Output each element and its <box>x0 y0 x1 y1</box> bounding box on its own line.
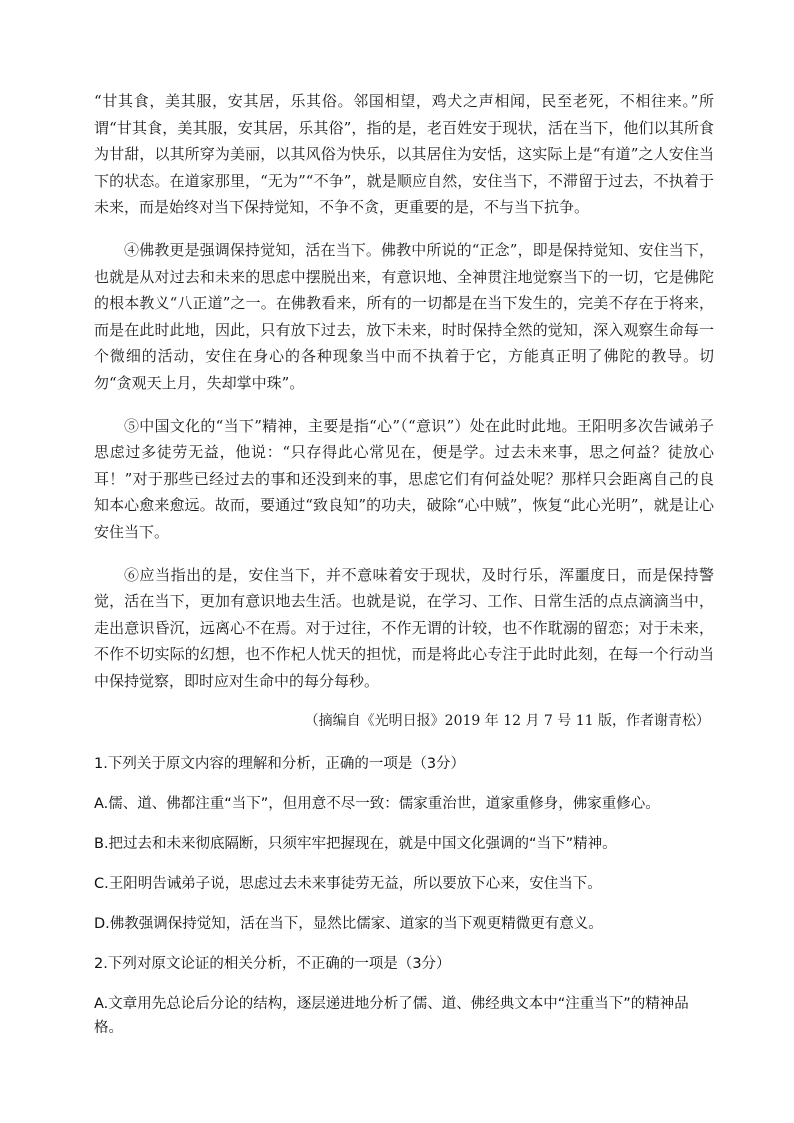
passage-paragraph-6: ⑥应当指出的是，安住当下，并不意味着安于现状，及时行乐，浑噩度日，而是保持警觉，活在当下，更加有意识地去生活。也就是说，在学习、工作、日常生活的点点滴滴当中，走出意识昏沉，远离心不在焉。对于过往，不作无谓的计较，也不作耽溺的留恋；对于未来，不作不切实际的幻想，也不作杞人忧天的担忧，而是将此心专注于此时此刻，在每一个行动当中保持觉察，即时应对生命中的每分每秒。 <box>94 565 714 690</box>
passage-paragraph-4: ④佛教更是强调保持觉知，活在当下。佛教中所说的“正念”，即是保持觉知、安住当下，也就是从对过去和未来的思虑中摆脱出来，有意识地、全神贯注地觉察当下的一切，它是佛陀的根本教义“八正道”之一。在佛教看来，所有的一切都是在当下发生的，完美不存在于将来，而是在此时此地，因此，只有放下过去，放下未来，时时保持全然的觉知，深入观察生命每一个微细的活动，安住在身心的各种现象当中而不执着于它，方能真正明了佛陀的教导。切勿“贪观天上月，失却掌中珠”。 <box>94 240 714 392</box>
question-1-option-a: A.儒、道、佛都注重“当下”，但用意不尽一致：儒家重治世，道家重修身，佛家重修心。 <box>94 796 660 813</box>
passage-paragraph-intro: “甘其食，美其服，安其居，乐其俗。邻国相望，鸡犬之声相闻，民至老死，不相往来。”所谓“甘其食，美其服，安其居，乐其俗”，指的是，老百姓安于现状，活在当下，他们以其所食为甘甜，以其所穿为美丽，以其风俗为快乐，以其居住为安恬，这实际上是“有道”之人安住当下的状态。在道家那里，“无为”“不争”，就是顺应自然，安住当下，不滞留于过去，不执着于未来，而是始终对当下保持觉知，不争不贪，更重要的是，不与当下抗争。 <box>94 92 714 217</box>
question-1-option-d: D.佛教强调保持觉知，活在当下，显然比儒家、道家的当下观更精微更有意义。 <box>94 916 603 933</box>
question-2-stem: 2.下列对原文论证的相关分析，不正确的一项是（3分） <box>94 956 451 973</box>
document-page <box>94 88 714 1040</box>
source-citation: （摘编自《光明日报》2019 年 12 月 7 号 11 版，作者谢青松） <box>304 713 710 730</box>
question-1-stem: 1.下列关于原文内容的理解和分析，正确的一项是（3分） <box>94 756 466 773</box>
question-1-option-b: B.把过去和未来彻底隔断，只须牢牢把握现在，就是中国文化强调的“当下”精神。 <box>94 836 617 853</box>
question-1-option-c: C.王阳明告诫弟子说，思虑过去未来事徒劳无益，所以要放下心来，安住当下。 <box>94 876 602 893</box>
passage-paragraph-5: ⑤中国文化的“当下”精神，主要是指“心”（“意识”）处在此时此地。王阳明多次告诫弟子思虑过多徒劳无益，他说：“只存得此心常见在，便是学。过去未来事，思之何益？徒放心耳！”对于那些已经过去的事和还没到来的事，思虑它们有何益处呢？那样只会距离自己的良知本心愈来愈远。故而，要通过“致良知”的功夫，破除“心中贼”，恢复“此心光明”，就是让心安住当下。 <box>94 416 714 541</box>
question-2-option-a: A.文章用先总论后分论的结构，逐层递进地分析了儒、道、佛经典文本中“注重当下”的精神品格。 <box>94 996 689 1037</box>
